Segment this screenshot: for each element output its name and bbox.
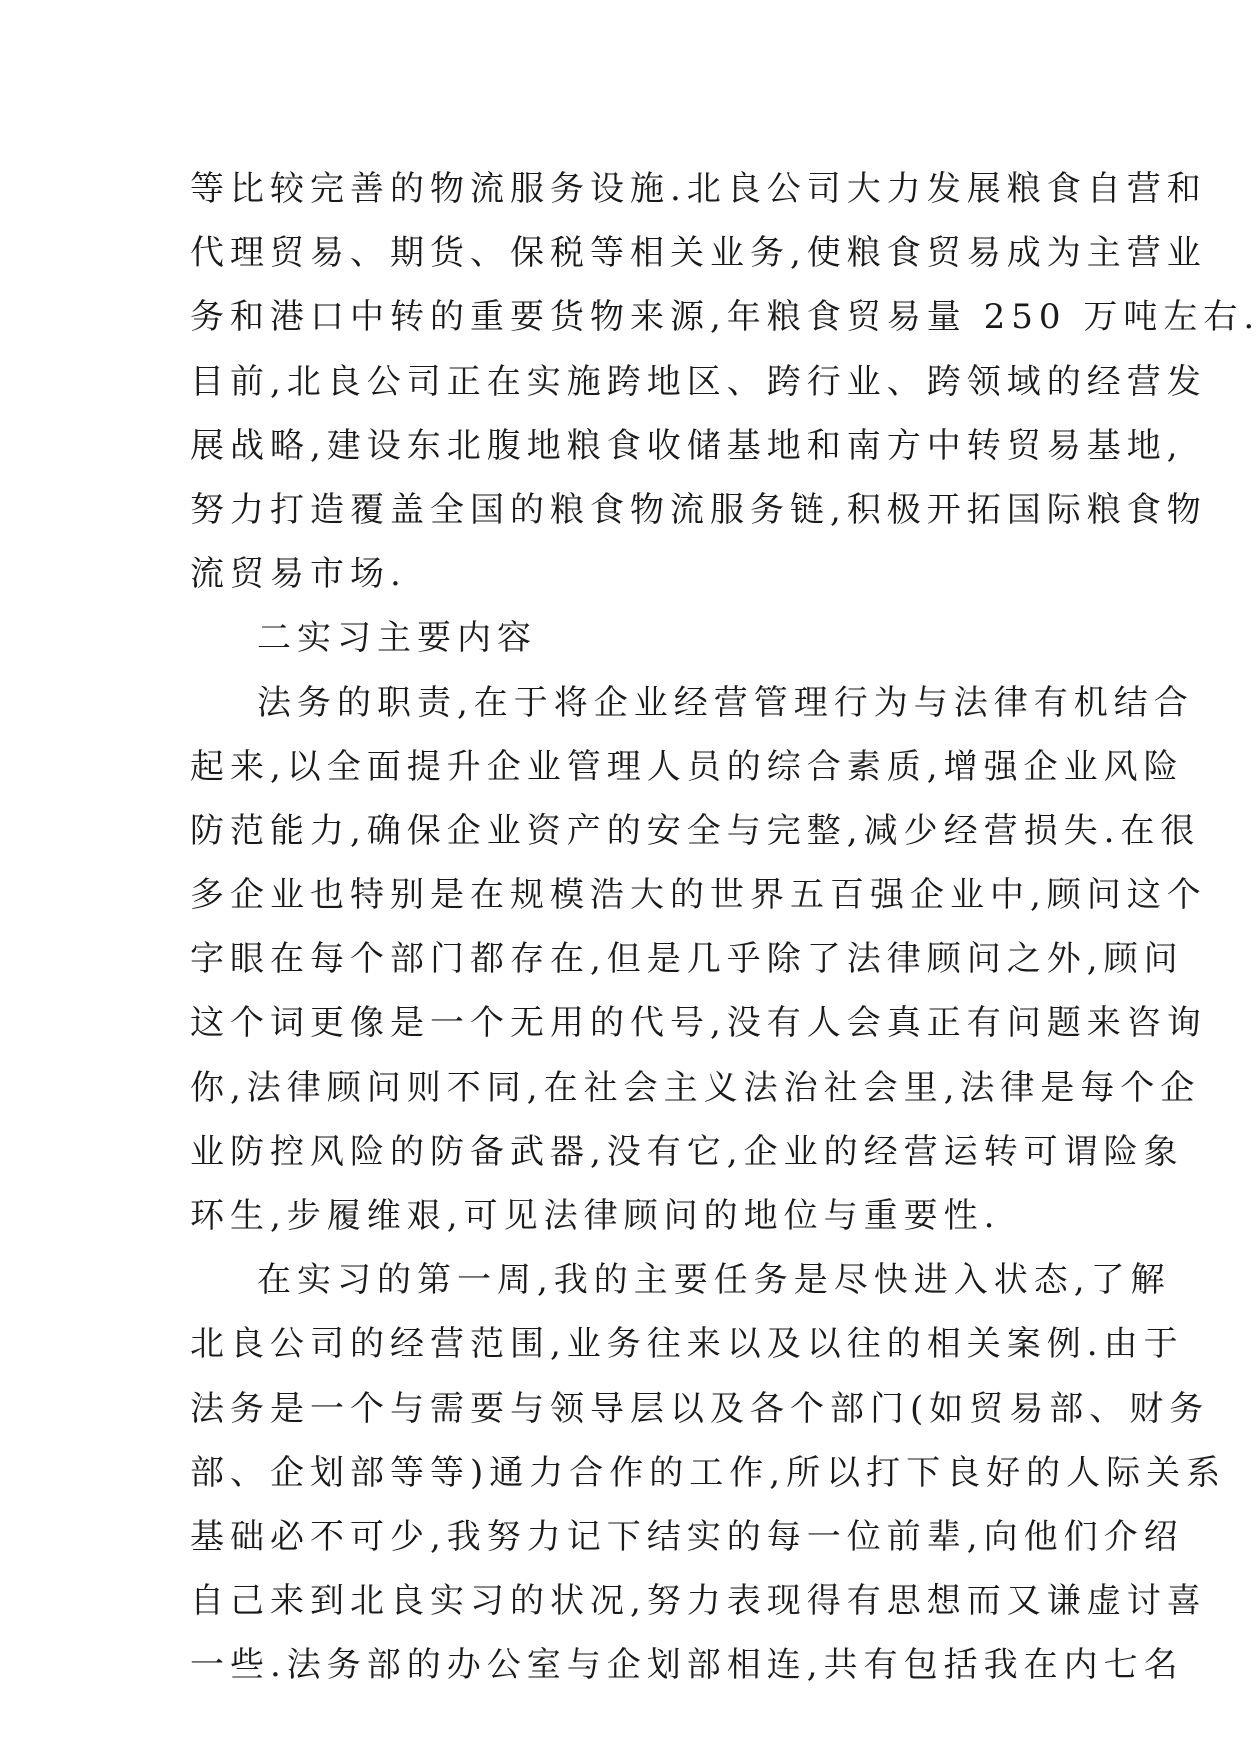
body-text [190, 157, 1260, 1698]
text-line: 北良公司的经营范围,业务往来以及以往的相关案例.由于 [190, 1324, 1184, 1365]
text-line: 务和港口中转的重要货物来源,年粮食贸易量 250 万吨左右. [190, 297, 1260, 338]
text-line: 环生,步履维艰,可见法律顾问的地位与重要性. [190, 1196, 1001, 1236]
paragraph-legal-duties [190, 671, 1207, 1249]
text-line: 等比较完善的物流服务设施.北良公司大力发展粮食自营和 [190, 169, 1207, 209]
paragraph-company-intro [190, 157, 1260, 606]
section-heading-text: 二实习主要内容 [257, 618, 537, 659]
text-line: 法务是一个与需要与领导层以及各个部门(如贸易部、财务 [190, 1388, 1210, 1429]
paragraph-first-week [190, 1248, 1227, 1697]
text-line: 一些.法务部的办公室与企划部相连,共有包括我在内七名 [190, 1645, 1184, 1686]
text-line: 多企业也特别是在规模浩大的世界五百强企业中,顾问这个 [190, 875, 1207, 916]
text-line: 部、企划部等等)通力合作的工作,所以打下良好的人际关系 [190, 1452, 1227, 1493]
text-line: 这个词更像是一个无用的代号,没有人会真正有问题来咨询 [190, 1003, 1207, 1044]
text-line: 展战略,建设东北腹地粮食收储基地和南方中转贸易基地, [190, 425, 1184, 466]
text-line: 起来,以全面提升企业管理人员的综合素质,增强企业风险 [190, 746, 1184, 787]
text-line: 法务的职责,在于将企业经营管理行为与法律有机结合 [257, 682, 1194, 723]
text-line: 基础必不可少,我努力记下结实的每一位前辈,向他们介绍 [190, 1516, 1184, 1557]
text-line: 自己来到北良实习的状况,努力表现得有思想而又谦虚讨喜 [190, 1581, 1207, 1622]
text-line: 流贸易市场. [190, 554, 407, 595]
text-line: 代理贸易、期货、保税等相关业务,使粮食贸易成为主营业 [190, 233, 1207, 274]
text-line: 防范能力,确保企业资产的安全与完整,减少经营损失.在很 [190, 810, 1201, 851]
text-line: 在实习的第一周,我的主要任务是尽快进入状态,了解 [257, 1260, 1171, 1301]
text-line: 字眼在每个部门都存在,但是几乎除了法律顾问之外,顾问 [190, 939, 1184, 980]
section-heading [190, 606, 1070, 670]
text-line: 业防控风险的防备武器,没有它,企业的经营运转可谓险象 [190, 1131, 1184, 1172]
text-line: 目前,北良公司正在实施跨地区、跨行业、跨领域的经营发 [190, 361, 1207, 402]
text-line: 努力打造覆盖全国的粮食物流服务链,积极开拓国际粮食物 [190, 489, 1207, 530]
text-line: 你,法律顾问则不同,在社会主义法治社会里,法律是每个企 [190, 1067, 1201, 1108]
